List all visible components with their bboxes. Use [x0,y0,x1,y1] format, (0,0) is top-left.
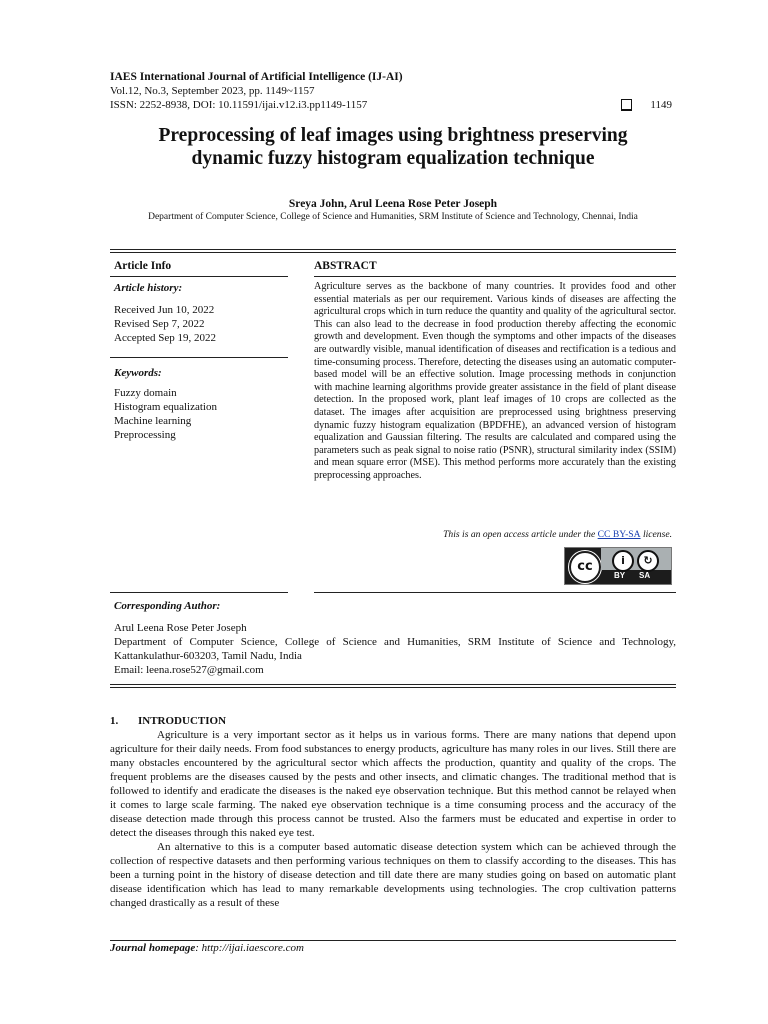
cc-by-sa-link[interactable]: CC BY-SA [597,529,641,540]
article-info-heading: Article Info [114,260,172,272]
title-line-1: Preprocessing of leaf images using brightness preserving [158,125,628,146]
history-accepted: Accepted Sep 19, 2022 [114,332,217,344]
keywords-block [114,367,292,442]
article-info-column [110,260,288,272]
footer-label: Journal homepage [110,942,196,954]
corresponding-author [110,600,676,677]
article-info-rule [110,276,288,277]
corresponding-name: Arul Leena Rose Peter Joseph [114,622,247,634]
cc-icon: cc [569,551,601,583]
corresponding-details [110,621,676,677]
attribution-icon: i [612,550,634,572]
keywords-list [114,386,292,442]
paper-title [110,124,676,170]
introduction-heading [110,714,676,728]
top-double-rule [110,249,676,250]
affiliation: Department of Computer Science, College of Science and Humanities, SRM Institute of Science and Technology, Chennai, India [148,212,638,222]
abstract-heading: ABSTRACT [314,260,377,272]
square-icon [621,99,632,111]
section-title: INTRODUCTION [138,715,227,727]
abstract-text: Agriculture serves as the backbone of many countries. It provides food and other essential materials as per our requirement. Various kinds of diseases are affecting the agricultural crops which in turn reduce the quantity and quality of the agricultural sector. This can also lead to the decrease in food production thereby affecting the economic growth and development. Even though the symptoms and other impacts of the diseases are outwardly visible, manual identification of diseases and rectification is a tedious and time-consuming process. Therefore, detecting the diseases using an automatic computer-based model will be an effective solution. Image processing methods in conjunction with machine learning algorithms provide greater assistance in the field of plant disease detection. In the proposed work, plant leaf images of 10 crops are collected as the dataset. The images after acquisition are preprocessed using brightness preserving dynamic fuzzy histogram equalization (BPDFHE), an advanced version of histogram equalization and Gaussian filtering. The results are calculated and compared using the parameters such as peak signal to noise ratio (PSNR), structural similarity index (SSIM) and mean square error (MSE). This method performs more accurately than the existing preprocessing approaches. [314,281,676,481]
authors: Sreya John, Arul Leena Rose Peter Joseph [288,198,498,210]
page-number: 1149 [650,99,672,111]
history-received: Received Jun 10, 2022 [114,304,215,316]
keyword-item: Preprocessing [114,429,176,441]
volume-line: Vol.12, No.3, September 2023, pp. 1149~1157 [110,85,315,97]
corresponding-address: Department of Computer Science, College of Science and Humanities, SRM Institute of Science and Technology, Kattankulathur-603203, Tamil Nadu, India [114,636,676,662]
license-prefix: This is an open access article under the [443,529,598,540]
cc-by-sa-badge[interactable] [564,547,672,585]
journal-header [110,70,676,112]
left-bottom-rule [110,592,288,593]
sa-label: SA [639,571,651,580]
history-list [114,303,292,345]
title-line-2: dynamic fuzzy histogram equalization technique [191,148,595,169]
license-suffix: license. [640,529,672,540]
top-double-rule-2 [110,252,676,253]
intro-paragraph-2: An alternative to this is a computer based automatic disease detection system which can be achieved through the collection of respective datasets and then performing various techniques on them to classify according to the diseases. This has been a turning point in the history of disease detection and till date there are many studies going on based on automatic plant disease identification which has lead to many remarkable developments using technologies. The crop cultivation patterns changed drastically as a result of these [110,841,676,909]
footer-url[interactable]: : http://ijai.iaescore.com [195,942,304,954]
keywords-heading: Keywords: [114,367,162,379]
corresponding-heading: Corresponding Author: [114,600,221,612]
corresponding-email: Email: leena.rose527@gmail.com [114,664,264,676]
article-history [114,282,292,345]
introduction-section [110,714,676,910]
section-number: 1. [110,715,119,727]
abstract-rule [314,276,676,277]
share-alike-icon: ↻ [637,550,659,572]
keyword-item: Fuzzy domain [114,387,177,399]
corresponding-double-rule [110,684,676,685]
history-revised: Revised Sep 7, 2022 [114,318,205,330]
keyword-item: Machine learning [114,415,192,427]
journal-name: IAES International Journal of Artificial Intelligence (IJ-AI) [110,71,403,83]
history-rule [110,357,288,358]
abstract-column [314,260,676,272]
right-bottom-rule [314,592,676,593]
keyword-item: Histogram equalization [114,401,217,413]
license-line [314,529,672,540]
corresponding-double-rule-2 [110,687,676,688]
issn-line: ISSN: 2252-8938, DOI: 10.11591/ijai.v12.i3.pp1149-1157 [110,99,368,111]
journal-footer [110,940,676,954]
by-label: BY [614,571,626,580]
history-heading: Article history: [114,282,183,294]
abstract-body [314,281,676,483]
intro-paragraph-1: Agriculture is a very important sector as it helps us in various forms. There are many nations that depend upon agriculture for their daily needs. From food substances to energy products, agriculture has many roles in our lives. Still there are many obstacles encountered by the agricultural sector which affects the production, quantity and quality of the crops. The frequent problems are the diseases caused by the pests and other insects, and climatic changes. The traditional method that is followed to identify and eradicate the diseases is the naked eye observation technique. But this method cannot be relayed when it comes to large scale farming. The naked eye observation technique is a time consuming process and the accuracy of the disease detection made through this process cannot be trusted. Also the farmers must be educated and expertise in order to detect the diseases through this naked eye test. [110,729,676,839]
